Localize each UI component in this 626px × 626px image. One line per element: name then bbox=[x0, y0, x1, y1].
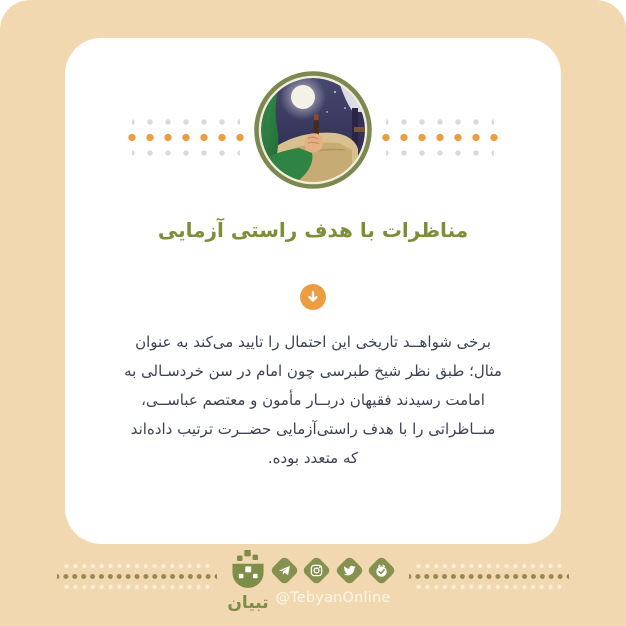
post-body bbox=[93, 328, 533, 473]
twitter-icon[interactable] bbox=[334, 556, 364, 586]
dot-row bbox=[132, 149, 240, 157]
tebyan-logo-text: تبیان bbox=[227, 593, 269, 613]
dot-row bbox=[386, 118, 494, 126]
body-line: مثال؛ طبق نظر شیخ طبرسی چون امام در سن خردسـالی به bbox=[124, 362, 502, 380]
body-line: برخی شواهــد تاریخی این احتمال را تایید می‌کند به عنوان bbox=[135, 333, 491, 351]
decorative-dots-right bbox=[377, 118, 503, 158]
dot-row bbox=[62, 563, 212, 569]
dot-row bbox=[123, 133, 249, 142]
story-illustration bbox=[253, 70, 373, 190]
body-line: که متعدد بوده. bbox=[267, 449, 359, 467]
decorative-dots-left bbox=[123, 118, 249, 158]
night-writing-scene-icon bbox=[253, 70, 373, 190]
social-links bbox=[272, 560, 394, 606]
scroll-down-button[interactable] bbox=[300, 284, 326, 310]
social-icons-row bbox=[274, 560, 392, 581]
instagram-icon[interactable] bbox=[302, 556, 332, 586]
dot-row bbox=[414, 563, 564, 569]
dot-row bbox=[62, 584, 212, 590]
dot-row bbox=[409, 573, 569, 580]
dot-row bbox=[57, 573, 217, 580]
dot-row bbox=[414, 584, 564, 590]
footer bbox=[0, 548, 626, 626]
telegram-glyph bbox=[278, 564, 291, 577]
arrow-down-icon bbox=[305, 289, 321, 305]
bale-check-glyph bbox=[374, 564, 388, 578]
footer-dots-left bbox=[57, 563, 217, 593]
dot-row bbox=[386, 149, 494, 157]
dot-row bbox=[377, 133, 503, 142]
footer-dots-right bbox=[409, 563, 569, 593]
telegram-icon[interactable] bbox=[270, 556, 300, 586]
tebyan-logo-icon bbox=[226, 550, 270, 592]
body-line: امامت رسیدند فقیهان دربــار مأمون و معتصم عباســی، bbox=[141, 391, 485, 409]
instagram-glyph bbox=[310, 564, 323, 577]
tebyan-logo-block[interactable] bbox=[220, 550, 276, 613]
dot-row bbox=[132, 118, 240, 126]
content-card bbox=[65, 38, 561, 544]
bale-check-icon[interactable] bbox=[367, 556, 397, 586]
post-title: مناظرات با هدف راستی آزمایی bbox=[157, 218, 469, 242]
social-handle: @TebyanOnline bbox=[275, 590, 391, 606]
twitter-glyph bbox=[343, 564, 356, 577]
body-line: منــاظراتی را با هدف راستی‌آزمایی حضــرت ترتیب داده‌اند bbox=[130, 420, 496, 438]
